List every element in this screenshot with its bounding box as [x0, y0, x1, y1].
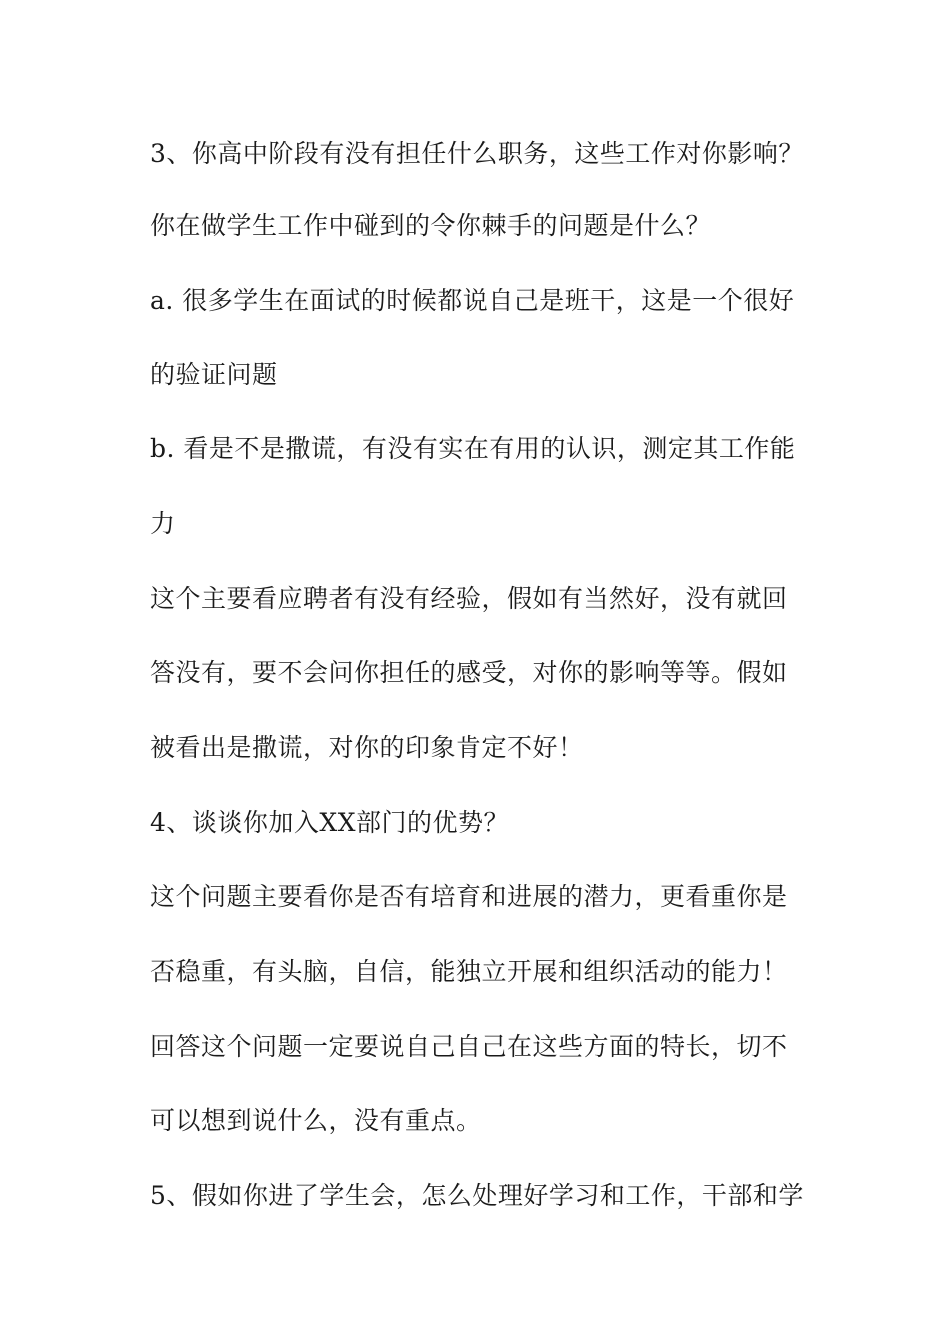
point-b-line-1: b. 看是不是撒谎，有没有实在有用的认识，测定其工作能 — [150, 434, 796, 463]
question-5-heading: 5、假如你进了学生会，怎么处理好学习和工作，干部和学 — [150, 1181, 804, 1210]
point-a-line-2: 的验证问题 — [150, 360, 278, 389]
answer-3-line-2: 答没有，要不会问你担任的感受，对你的影响等等。假如 — [150, 658, 788, 687]
question-3-followup: 你在做学生工作中碰到的令你棘手的问题是什么？ — [150, 211, 712, 240]
answer-4-line-1: 这个问题主要看你是否有培育和进展的潜力，更看重你是 — [150, 882, 788, 911]
answer-4-line-4: 可以想到说什么，没有重点。 — [150, 1106, 482, 1135]
point-a-line-1: a. 很多学生在面试的时候都说自己是班干，这是一个很好 — [150, 286, 795, 315]
point-b-line-2: 力 — [150, 509, 176, 538]
answer-3-line-1: 这个主要看应聘者有没有经验，假如有当然好，没有就回 — [150, 584, 788, 613]
question-3-heading: 3、你高中阶段有没有担任什么职务，这些工作对你影响？ — [150, 139, 804, 168]
answer-4-line-3: 回答这个问题一定要说自己自己在这些方面的特长，切不 — [150, 1032, 788, 1061]
answer-3-line-3: 被看出是撒谎，对你的印象肯定不好！ — [150, 733, 584, 762]
answer-4-line-2: 否稳重，有头脑，自信，能独立开展和组织活动的能力！ — [150, 957, 788, 986]
question-4-heading: 4、谈谈你加入XX部门的优势？ — [150, 808, 510, 837]
